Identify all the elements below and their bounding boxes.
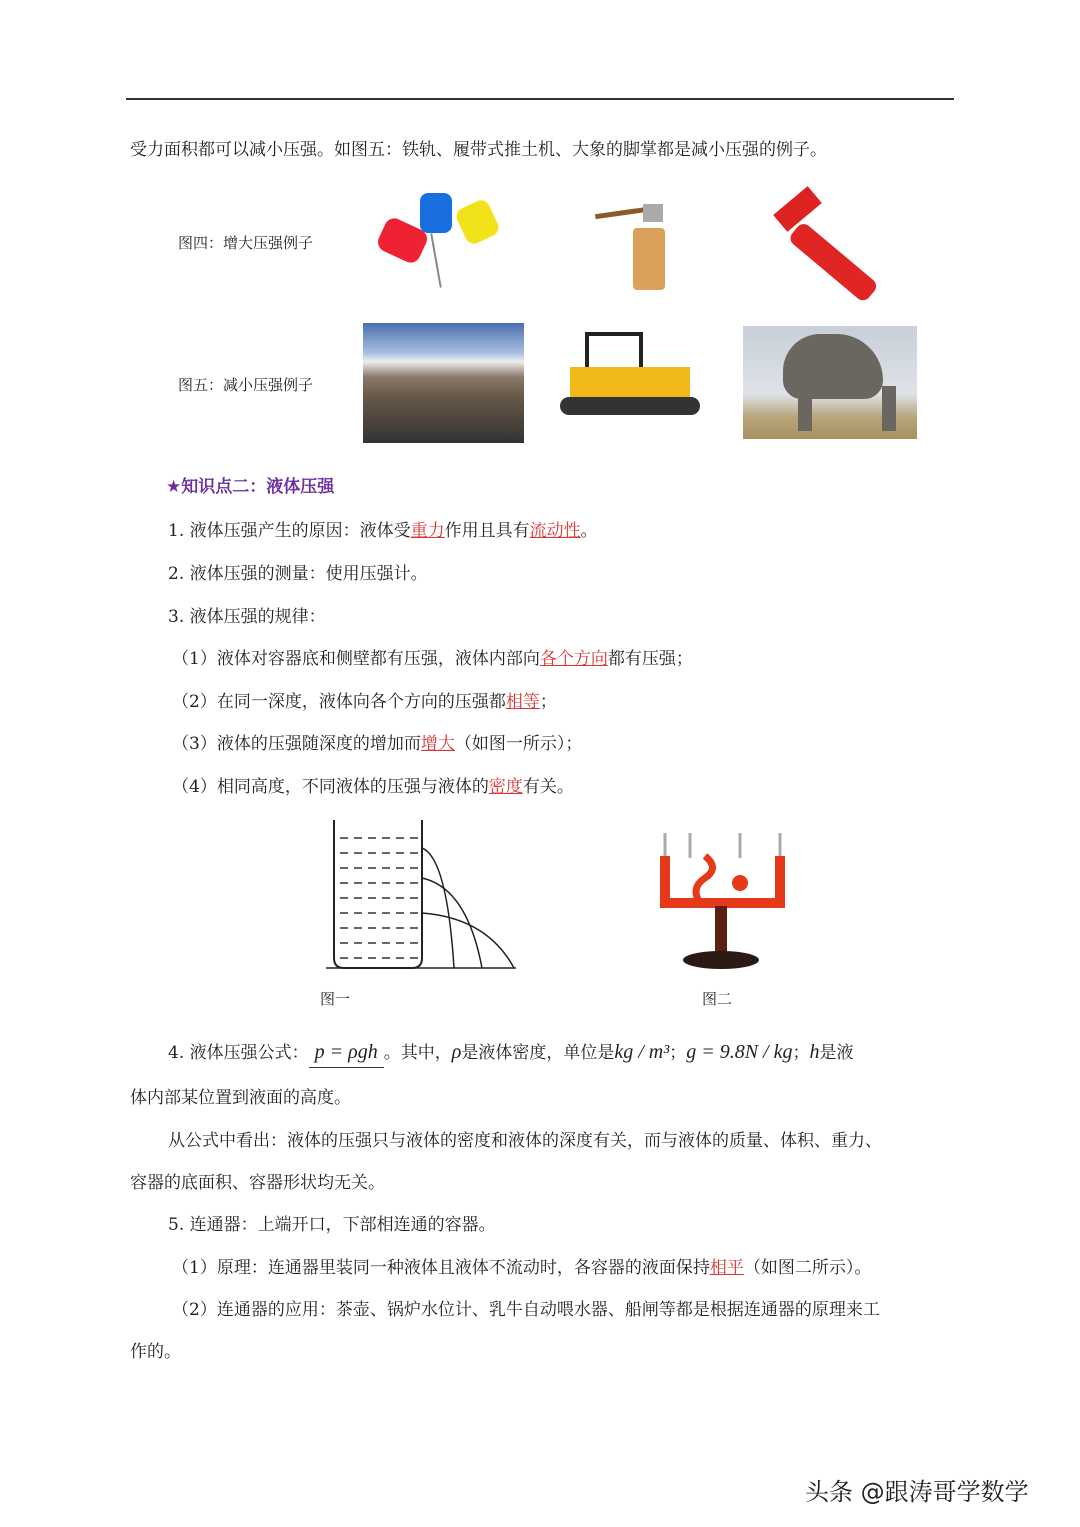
formula-paragraph-cont: 体内部某位置到液面的高度。 [130,1088,351,1108]
paragraph-6: 5. 连通器：上端开口，下部相连通的容器。 [168,1215,496,1235]
pushpins-image [375,188,515,293]
paragraph-8a: （2）连通器的应用：茶壶、锅炉水位计、乳牛自动喂水器、船闸等都是根据连通器的原理来工 [172,1300,880,1320]
axe-image [595,200,690,295]
text: （2）在同一深度，液体向各个方向的压强都 [172,692,506,712]
paragraph-8b: 作的。 [130,1342,181,1362]
fig5-caption: 图五：减小压强例子 [178,376,314,394]
answer: 相平 [709,1258,744,1278]
watermark: 头条 @跟涛哥学数学 [805,1478,1029,1506]
text: ； [669,1043,687,1063]
text: 。 [580,521,598,541]
formula-paragraph [168,1037,854,1068]
paragraph-5a: 从公式中看出：液体的压强只与液体的密度和液体的深度有关，而与液体的质量、体积、重力、 [168,1131,882,1151]
text: 作用且具有 [444,521,530,541]
formula: p = ρgh [309,1037,384,1068]
intro-text: 受力面积都可以减小压强。如图五：铁轨、履带式推土机、大象的脚掌都是减小压强的例子。 [130,140,827,160]
text: （1）液体对容器底和侧壁都有压强，液体内部向 [172,649,540,669]
text: 是液 [819,1043,854,1063]
text: （如图一所示）； [454,734,583,754]
text: 都有压强； [607,649,693,669]
fig4-caption: 图四：增大压强例子 [178,234,314,252]
paragraph-2: 2. 液体压强的测量：使用压强计。 [168,564,428,584]
answer: 各个方向 [539,649,608,669]
rule-2 [172,690,557,714]
answer: 重力 [410,521,445,541]
fig2-caption: 图二 [702,990,733,1008]
answer: 流动性 [529,521,581,541]
text: ； [792,1043,810,1063]
answer: 增大 [420,734,455,754]
answer: 相等 [505,692,540,712]
rule-3 [172,732,582,756]
text: 。其中， [383,1043,452,1063]
gravity-value: g = 9.8N / kg [686,1041,793,1063]
density-unit: kg / m³ [614,1041,670,1063]
rule-4 [172,775,574,799]
railway-image [363,323,524,443]
text: （3）液体的压强随深度的增加而 [172,734,421,754]
header-rule [126,98,954,100]
text: ； [539,692,557,712]
text: （1）原理：连通器里装同一种液体且液体不流动时，各容器的液面保持 [172,1258,710,1278]
elephant-image [743,326,917,439]
paragraph-3: 3. 液体压强的规律： [168,607,326,627]
text: （如图二所示）。 [743,1258,872,1278]
text: 有关。 [522,777,574,797]
safety-hammer-image [770,188,890,298]
text: 是液体密度，单位是 [461,1043,615,1063]
text: 4. 液体压强公式： [168,1043,309,1063]
rule-1 [172,647,693,671]
paragraph-1 [168,519,598,543]
rho-symbol: ρ [451,1041,462,1063]
text: （4）相同高度，不同液体的压强与液体的 [172,777,489,797]
answer: 密度 [488,777,523,797]
paragraph-5b: 容器的底面积、容器形状均无关。 [130,1173,385,1193]
fig1-caption: 图一 [320,990,351,1008]
text: 1. 液体压强产生的原因：液体受 [168,521,411,541]
connected-vessels-image [655,828,790,973]
container-jets-diagram [322,818,518,973]
paragraph-7 [172,1256,871,1280]
bulldozer-image [560,332,712,422]
section-heading: ★知识点二：液体压强 [166,477,335,497]
h-symbol: h [809,1041,820,1063]
